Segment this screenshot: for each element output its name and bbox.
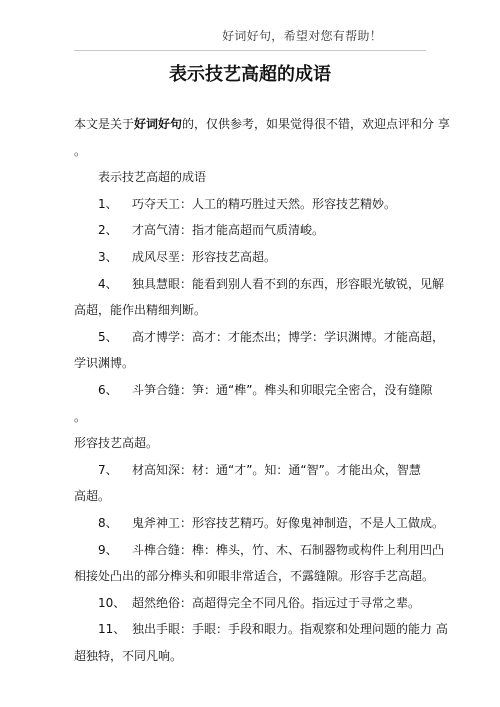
list-item-number: 8、 bbox=[98, 515, 118, 530]
list-item-continuation: 高超，能作出精细判断。 bbox=[74, 303, 207, 318]
list-item-number: 6、 bbox=[98, 382, 118, 397]
list-item bbox=[74, 457, 434, 484]
intro-paragraph bbox=[74, 111, 450, 138]
list-item-text: 巧夺天工：人工的精巧胜过天然。形容技艺精妙。 bbox=[132, 196, 397, 211]
list-item bbox=[74, 537, 445, 564]
header-divider bbox=[74, 50, 426, 51]
list-item-text: 材高知深：材：通“才”。知：通“智”。才能出众，智慧 bbox=[132, 462, 421, 477]
header-note: 好词好句，希望对您有帮助！ bbox=[222, 29, 382, 43]
list-item-number: 5、 bbox=[98, 329, 118, 344]
list-item-text: 独出手眼：手眼：手段和眼力。指观察和处理问题的能力 高 bbox=[132, 622, 448, 637]
list-item-number: 4、 bbox=[98, 276, 118, 291]
section-subheading: 表示技艺高超的成语 bbox=[98, 170, 207, 185]
idiom-list bbox=[74, 191, 448, 670]
list-item-continuation: 相接处凸出的部分榫头和卯眼非常适合，不露缝隙。形容手艺高超。 bbox=[74, 569, 435, 584]
list-item-text: 高才博学：高才：才能杰出；博学：学识渊博。才能高超， bbox=[132, 329, 445, 344]
intro-continuation: 。 bbox=[74, 143, 87, 158]
document-body bbox=[74, 111, 450, 669]
list-item-continuation: 形容技艺高超。 bbox=[74, 436, 159, 451]
list-item bbox=[74, 590, 434, 617]
list-item bbox=[74, 377, 434, 404]
list-item-continuation: 。 bbox=[74, 409, 87, 424]
list-item-text: 鬼斧神工：形容技艺精巧。好像鬼神制造，不是人工做成。 bbox=[132, 515, 445, 530]
list-item bbox=[74, 616, 448, 643]
list-item bbox=[74, 244, 434, 271]
list-item-number: 11、 bbox=[98, 622, 126, 637]
intro-keyword: 好词好句 bbox=[134, 117, 183, 131]
list-item bbox=[74, 271, 445, 298]
list-item-text: 超然绝俗：高超得完全不同凡俗。指远过于寻常之辈。 bbox=[132, 595, 421, 610]
list-item-continuation: 超独特，不同凡响。 bbox=[74, 648, 183, 663]
list-item-continuation: 高超。 bbox=[74, 489, 111, 504]
list-item-number: 3、 bbox=[98, 249, 118, 264]
list-item-text: 斗笋合缝：笋：通“榫”。榫头和卯眼完全密合，没有缝隙 bbox=[132, 382, 433, 397]
list-item-number: 7、 bbox=[98, 462, 118, 477]
intro-text-post: 的，仅供参考，如果觉得很不错，欢迎点评和分 享 bbox=[182, 117, 450, 131]
list-item-number: 9、 bbox=[98, 542, 118, 557]
list-item bbox=[74, 510, 445, 537]
list-item bbox=[74, 191, 434, 218]
page-title: 表示技艺高超的成语 bbox=[169, 64, 331, 85]
list-item-continuation: 学识渊博。 bbox=[74, 356, 135, 371]
list-item-text: 才高气清：指才能高超而气质清峻。 bbox=[132, 223, 325, 238]
list-item-text: 独具慧眼：能看到别人看不到的东西，形容眼光敏锐，见解 bbox=[132, 276, 445, 291]
list-item-text: 斗榫合缝：榫：榫头，竹、木、石制器物或构件上利用凹凸 bbox=[132, 542, 445, 557]
list-item bbox=[74, 217, 434, 244]
list-item-number: 10、 bbox=[98, 595, 126, 610]
list-item-text: 成风尽垩：形容技艺高超。 bbox=[132, 249, 277, 264]
intro-text-pre: 本文是关于 bbox=[74, 117, 135, 131]
list-item bbox=[74, 324, 445, 351]
list-item-number: 2、 bbox=[98, 223, 118, 238]
list-item-number: 1、 bbox=[98, 196, 118, 211]
